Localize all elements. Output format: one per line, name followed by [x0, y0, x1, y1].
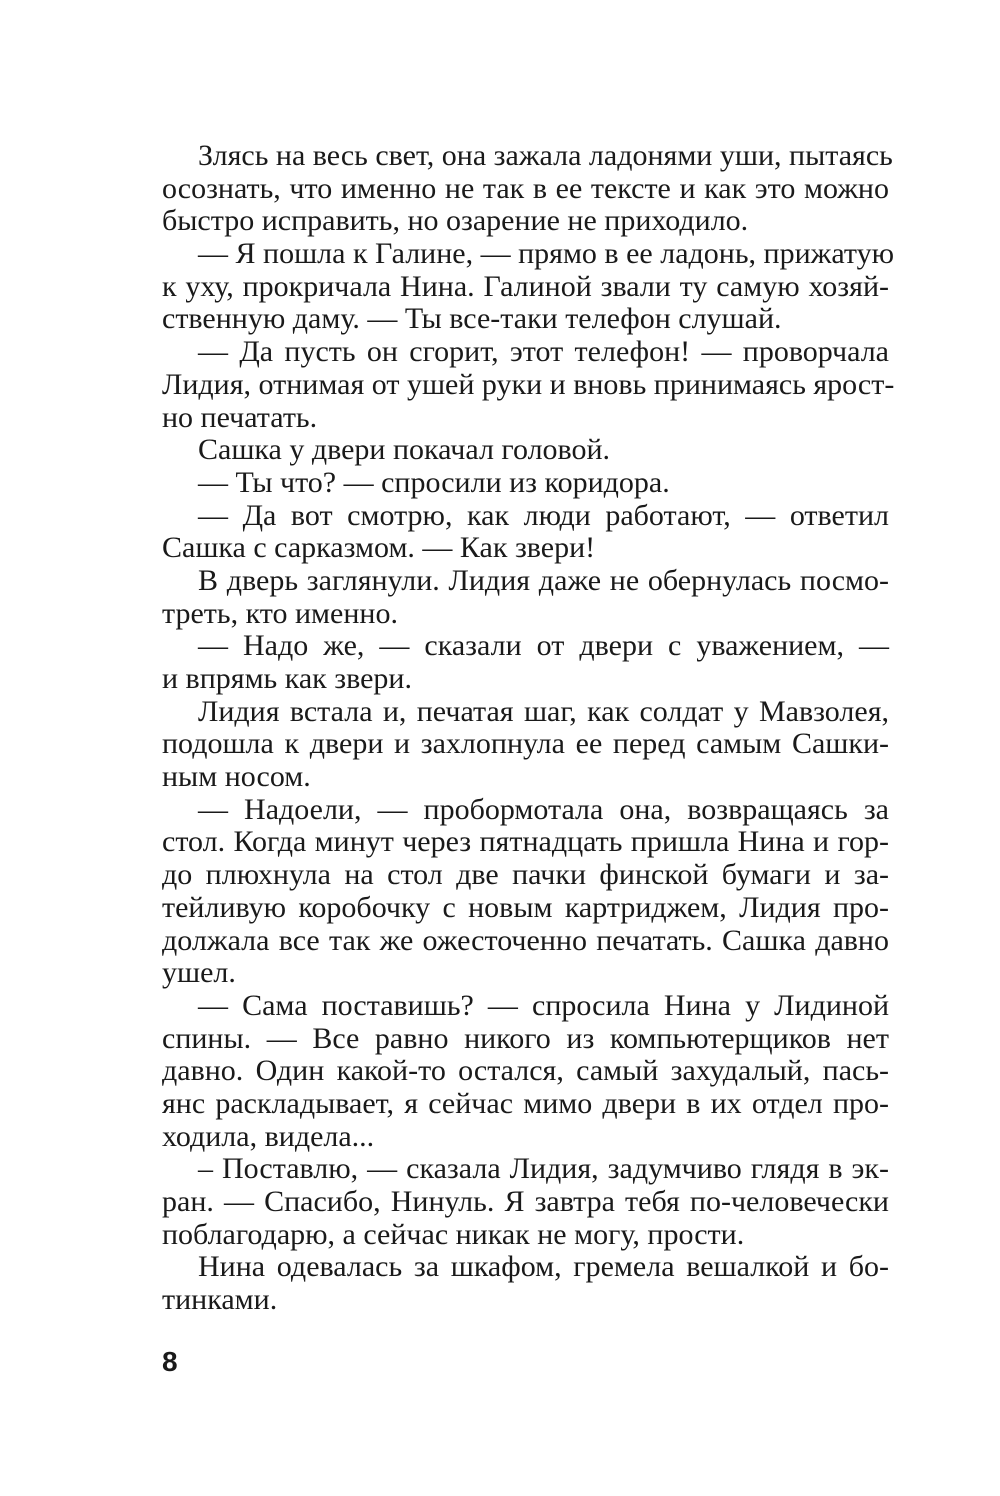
text-line: до плюхнула на стол две пачки финской бумаги и за- — [162, 858, 889, 892]
paragraph — [162, 630, 889, 695]
text-line: Лидия встала и, печатая шаг, как солдат у Мавзолея, — [198, 694, 889, 728]
text-line: спины. — Все равно никого из компьютерщиков нет — [162, 1021, 889, 1055]
text-line: — Сама поставишь? — спросила Нина у Лидиной — [198, 988, 889, 1022]
paragraph — [162, 434, 889, 467]
text-line: поблагодарю, а сейчас никак не могу, прости. — [162, 1217, 745, 1251]
paragraph — [162, 467, 889, 500]
text-line: Лидия, отнимая от ушей руки и вновь принимаясь ярост- — [162, 367, 895, 401]
text-line: стол. Когда минут через пятнадцать пришла Нина и гор- — [162, 825, 889, 859]
text-line: — Надо же, — сказали от двери с уважением, — — [198, 629, 889, 663]
text-line: Сашка у двери покачал головой. — [198, 433, 611, 467]
text-line: – Поставлю, — сказала Лидия, задумчиво глядя в эк- — [198, 1152, 889, 1186]
paragraph — [162, 990, 889, 1153]
text-line: ран. — Спасибо, Нинуль. Я завтра тебя по-человечески — [162, 1185, 889, 1218]
paragraph — [162, 794, 889, 990]
text-line: тейливую коробочку с новым картриджем, Лидия про- — [162, 890, 889, 924]
text-line: — Ты что? — спросили из коридора. — [198, 465, 670, 499]
text-line: но печатать. — [162, 400, 318, 434]
text-line: к уху, прокричала Нина. Галиной звали ту самую хозяй- — [162, 269, 889, 303]
page-number: 8 — [162, 1346, 178, 1377]
text-line: и впрямь как звери. — [162, 662, 412, 695]
text-line: треть, кто именно. — [162, 596, 398, 630]
page-body — [162, 139, 895, 1317]
text-line: Нина одевалась за шкафом, гремела вешалкой и бо- — [198, 1250, 889, 1284]
text-line: ным носом. — [162, 760, 311, 794]
text-line: — Надоели, — пробормотала она, возвращаясь за — [198, 792, 889, 826]
text-line: — Да пусть он сгорит, этот телефон! — проворчала — [198, 335, 889, 369]
text-line: — Я пошла к Галине, — прямо в ее ладонь, прижатую — [198, 237, 895, 271]
text-line: Сашка с сарказмом. — Как звери! — [162, 531, 596, 565]
paragraph — [162, 1153, 889, 1251]
text-line: быстро исправить, но озарение не приходило. — [162, 204, 749, 238]
text-line: подошла к двери и захлопнула ее перед самым Сашки- — [162, 727, 889, 761]
text-line: Злясь на весь свет, она зажала ладонями уши, пытаясь — [198, 139, 893, 172]
text-line: давно. Один какой-то остался, самый захудалый, пась- — [162, 1054, 889, 1088]
text-line: ушел. — [162, 956, 236, 990]
paragraph — [162, 565, 889, 630]
paragraph — [162, 696, 889, 794]
text-line: — Да вот смотрю, как люди работают, — ответил — [198, 498, 889, 532]
text-line: осознать, что именно не так в ее тексте и как это можно — [162, 171, 889, 205]
text-line: В дверь заглянули. Лидия даже не обернулась посмо- — [198, 563, 889, 597]
paragraph — [162, 335, 895, 434]
text-line: ходила, видела... — [162, 1119, 375, 1153]
text-line: янс раскладывает, я сейчас мимо двери в их отдел про- — [162, 1086, 889, 1120]
text-line: ственную даму. — Ты все-таки телефон слушай. — [162, 302, 782, 336]
paragraph — [162, 500, 889, 565]
paragraph — [162, 139, 893, 238]
paragraph — [162, 1251, 889, 1316]
text-line: тинками. — [162, 1283, 278, 1317]
paragraph — [162, 237, 895, 336]
text-line: должала все так же ожесточенно печатать. Сашка давно — [162, 923, 889, 957]
